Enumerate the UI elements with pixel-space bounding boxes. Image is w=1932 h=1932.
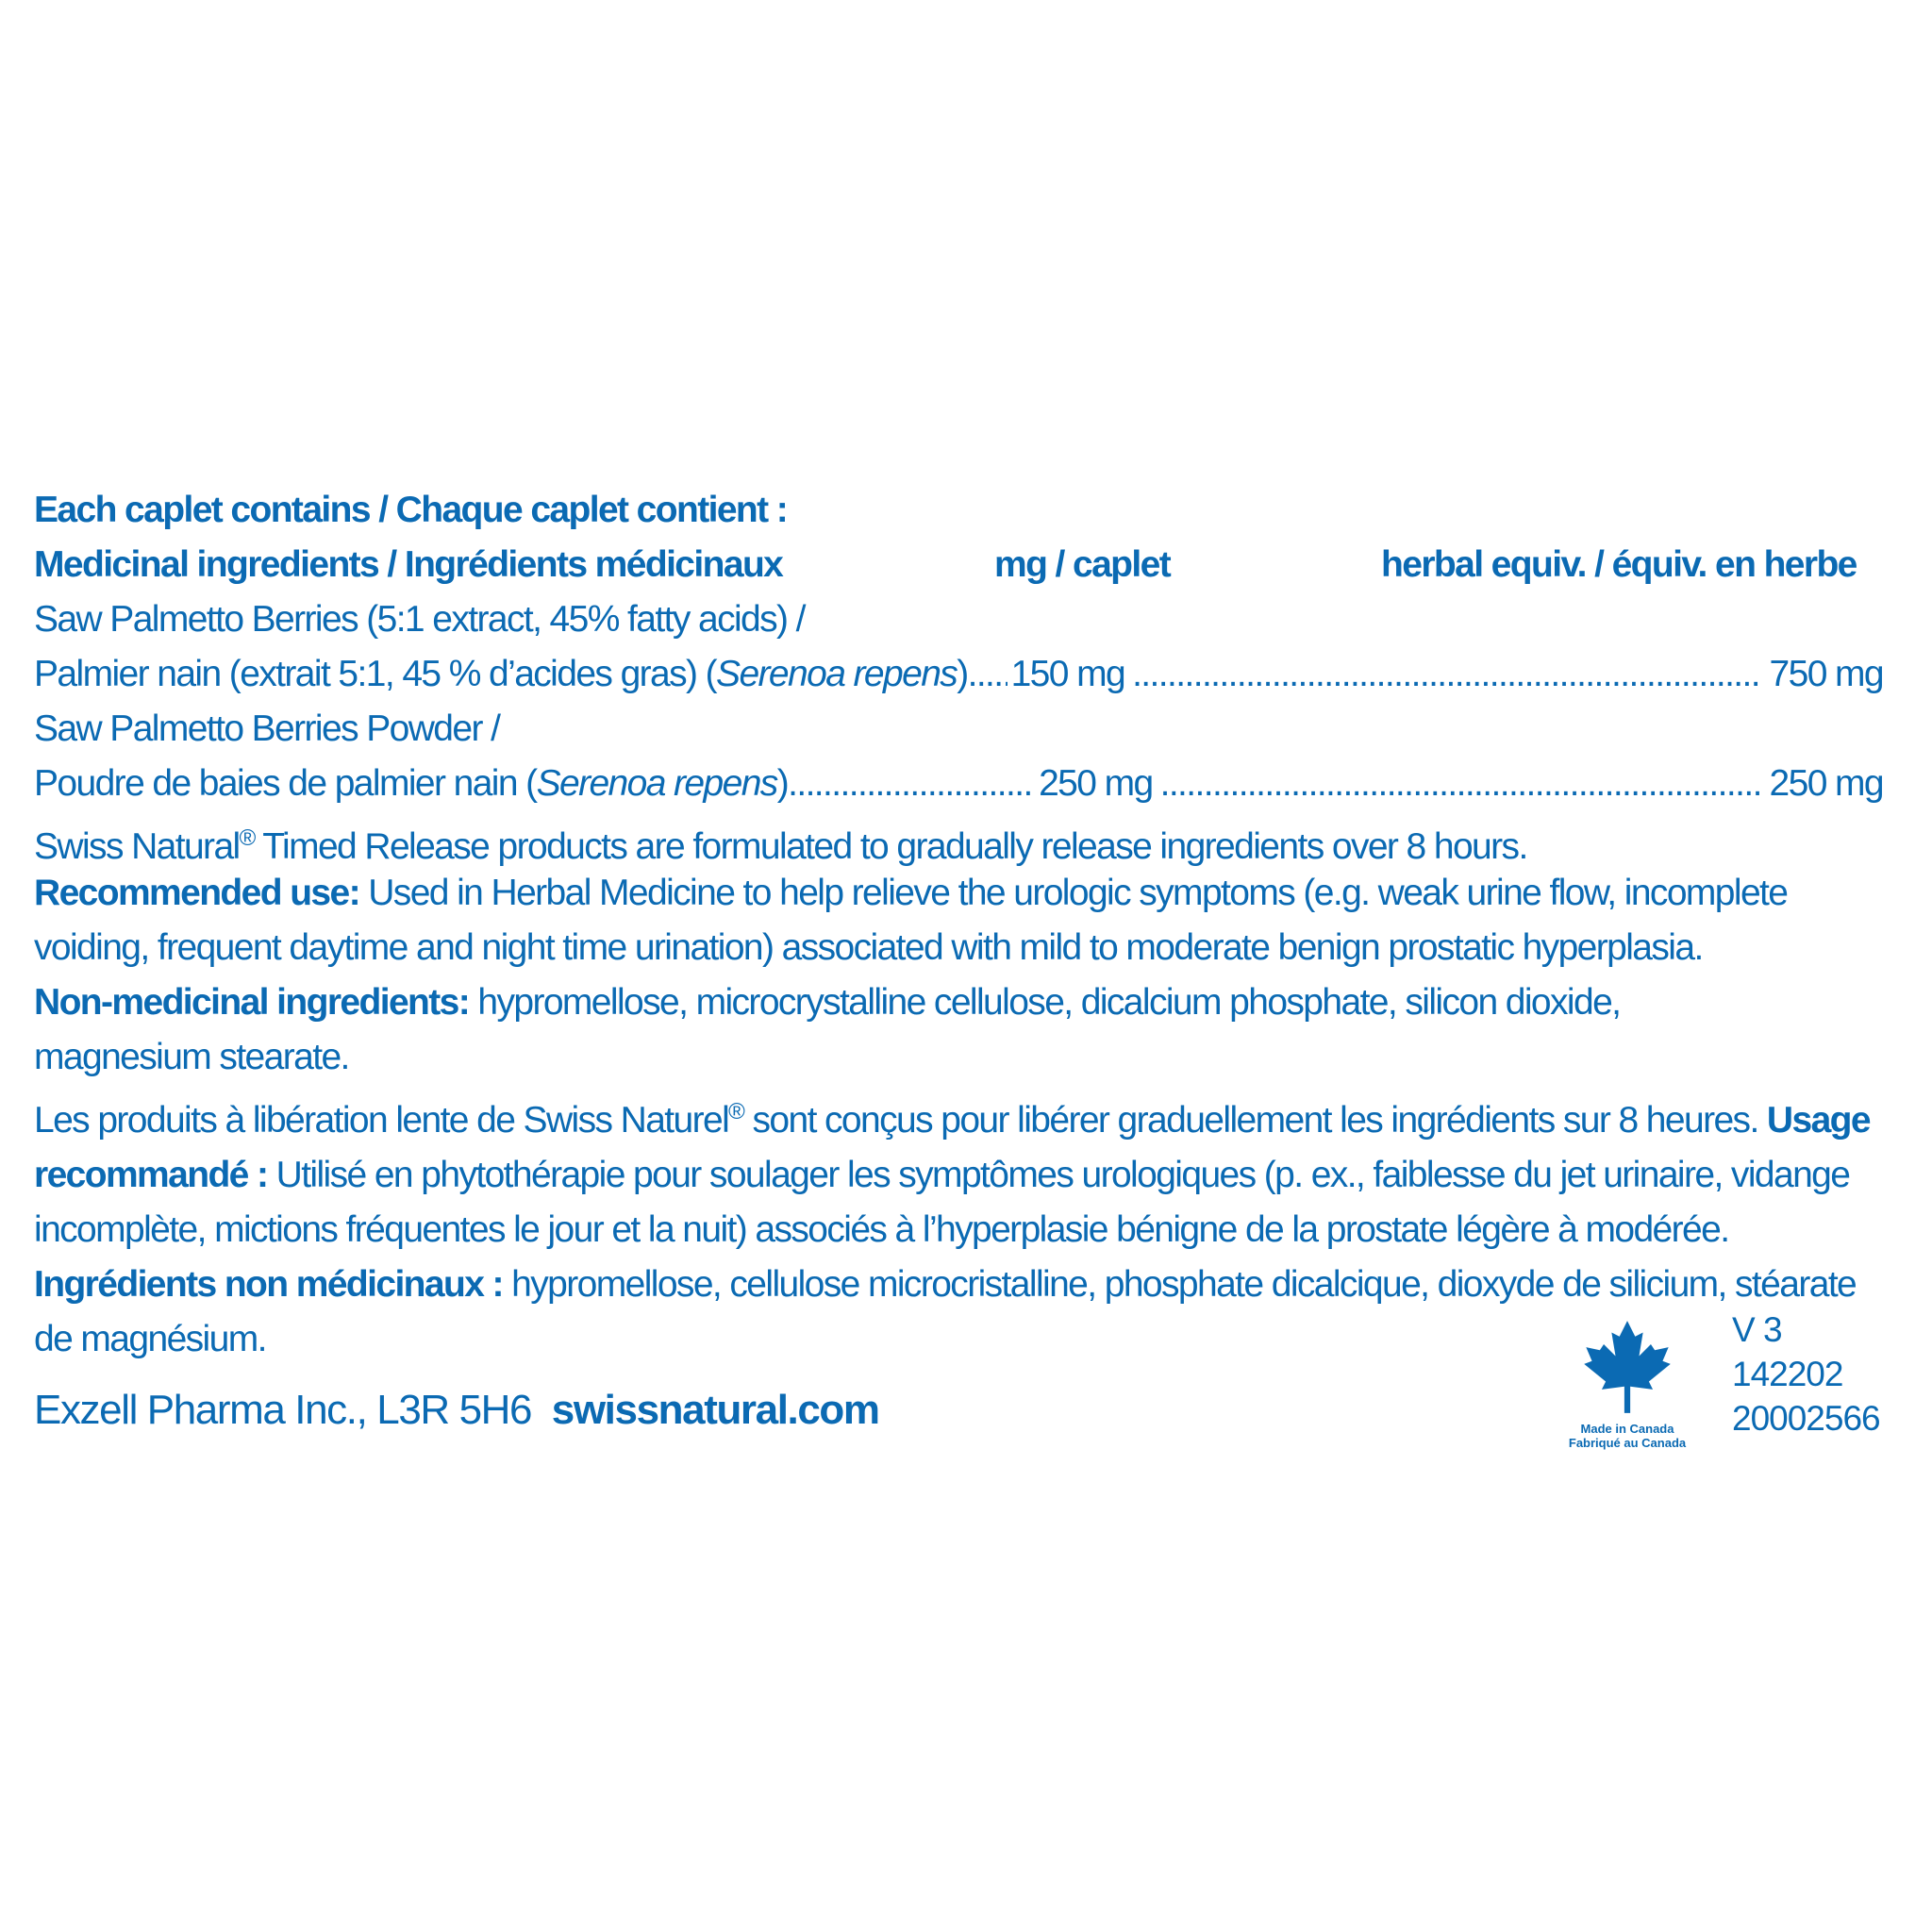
- ingredient-1-mg: 150 mg: [1010, 654, 1125, 694]
- contains-heading: Each caplet contains / Chaque caplet contient :: [34, 490, 788, 530]
- made-in-canada-badge: [1547, 1319, 1707, 1450]
- ingredient-2-row: [34, 757, 1911, 811]
- leader-dots: [1132, 647, 1759, 702]
- ingredient-1-french: Palmier nain (extrait 5:1, 45 % d’acides gras) (Serenoa repens): [34, 654, 968, 694]
- website-link[interactable]: swissnatural.com: [551, 1387, 879, 1433]
- company-line: Exzell Pharma Inc., L3R 5H6 swissnatural.com: [34, 1387, 879, 1433]
- ingredient-1-row: [34, 647, 1911, 702]
- ingredient-1-herbal: 750 mg: [1769, 654, 1883, 694]
- timed-release-english: Swiss Natural® Timed Release products are formulated to gradually release ingredients over 8 hours.: [34, 825, 1527, 867]
- product-label: [34, 483, 1911, 1367]
- leader-dots: [1160, 757, 1760, 811]
- made-in-canada-fr: Fabriqué au Canada: [1568, 1436, 1687, 1450]
- col-ingredients-header: Medicinal ingredients / Ingrédients médicinaux: [34, 544, 783, 585]
- table-header: [34, 538, 1911, 592]
- made-in-canada-en: Made in Canada: [1580, 1422, 1674, 1436]
- non-medicinal-english: Non-medicinal ingredients: hypromellose, microcrystalline cellulose, dicalcium phosphate, silicon dioxide, magnesium stearate.: [34, 982, 1621, 1077]
- latin-name: Serenoa repens: [716, 654, 958, 694]
- ingredient-2-english: Saw Palmetto Berries Powder /: [34, 708, 500, 749]
- leader-dots: [968, 647, 1008, 702]
- leader-dots: [788, 757, 1035, 811]
- ingredient-2-herbal: 250 mg: [1769, 763, 1883, 804]
- version-code: V 3: [1732, 1310, 1782, 1349]
- ingredient-2-mg: 250 mg: [1039, 763, 1153, 804]
- col-mg-header: mg / caplet: [994, 544, 1171, 585]
- col-herbal-header: herbal equiv. / équiv. en herbe: [1381, 544, 1857, 585]
- maple-leaf-icon: [1575, 1319, 1679, 1417]
- item-code: 20002566: [1732, 1399, 1880, 1438]
- latin-name: Serenoa repens: [536, 763, 777, 804]
- ingredient-1-english: Saw Palmetto Berries (5:1 extract, 45% fatty acids) /: [34, 599, 805, 640]
- product-codes: [1732, 1307, 1880, 1441]
- lot-code: 142202: [1732, 1355, 1843, 1393]
- french-paragraph: Les produits à libération lente de Swiss Naturel® sont conçus pour libérer graduellement les ingrédients sur 8 heures. Usage recommandé : Utilisé en phytothérapie pour soulager les symptômes urologiques (p. ex., faiblesse du jet urinaire, vidange incomplète, mictions fréquentes le jour et la nuit) associés à l’hyperplasie bénigne de la prostate légère à modérée. Ingrédients non médicinaux : hypromellose, cellulose microcristalline, phosphate dicalcique, dioxyde de silicium, stéarate de magnésium.: [34, 1099, 1870, 1359]
- ingredient-2-french: Poudre de baies de palmier nain (Serenoa repens): [34, 763, 789, 804]
- recommended-use: Recommended use: Used in Herbal Medicine to help relieve the urologic symptoms (e.g. weak urine flow, incomplete voiding, frequent daytime and night time urination) associated with mild to moderate benign prostatic hyperplasia.: [34, 873, 1788, 968]
